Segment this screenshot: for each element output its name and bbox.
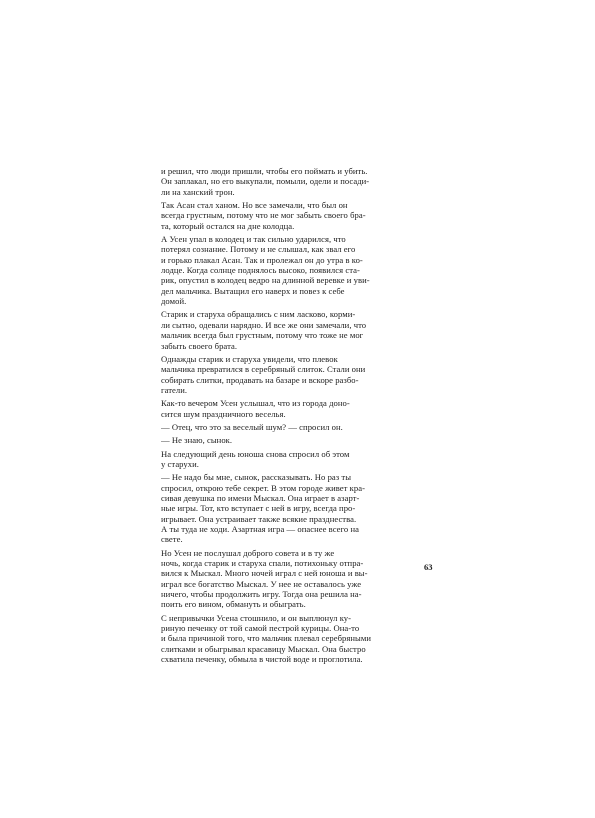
text-line: рик, опустил в колодец ведро на длинной веревке и уви- <box>161 275 370 286</box>
paragraph <box>161 309 434 350</box>
text-line: забыть своего брата. <box>161 340 238 351</box>
text-line: сивая девушка по имени Мыскал. Она играет в азарт- <box>161 492 360 503</box>
text-line: дел мальчика. Вытащил его наверх и повез к себе <box>161 285 345 296</box>
text-line: — Не надо бы мне, сынок, рассказывать. Но раз ты <box>161 472 352 483</box>
paragraph <box>161 472 434 544</box>
text-line: та, который остался на дне колодца. <box>161 220 295 231</box>
text-line: ли на ханский трон. <box>161 186 235 197</box>
text-line: вился к Мыскал. Много ночей играл с ней юноша и вы- <box>161 568 368 579</box>
text-line: мальчика превратился в серебряный слиток. Стали они <box>161 364 366 375</box>
body-text <box>161 166 434 667</box>
text-line: На следующий день юноша снова спросил об этом <box>161 448 350 459</box>
paragraph <box>161 613 434 665</box>
text-line: у старухи. <box>161 458 199 469</box>
text-line: Как-то вечером Усен услышал, что из города доно- <box>161 398 350 409</box>
paragraph <box>161 548 434 610</box>
text-line: ничего, чтобы продолжить игру. Тогда она решила на- <box>161 589 362 600</box>
paragraph <box>161 200 434 231</box>
text-line: свете. <box>161 534 183 545</box>
text-line: и решил, что люди пришли, чтобы его поймать и убить. <box>161 166 368 176</box>
paragraph <box>161 449 434 470</box>
paragraph <box>161 234 434 306</box>
text-line: риную печенку от той самой пестрой курицы. Она-то <box>161 623 360 634</box>
text-line: А ты туда не ходи. Азартная игра — опаснее всего на <box>161 524 359 534</box>
text-line: ные игры. Тот, кто вступает с ней в игру, всегда про- <box>161 503 356 514</box>
text-line: — Отец, что это за веселый шум? — спросил он. <box>161 421 343 432</box>
text-line: поить его вином, обмануть и обыграть. <box>161 599 306 610</box>
text-line: Так Асан стал ханом. Но все замечали, что был он <box>161 200 348 211</box>
text-line: и горько плакал Асан. Так и пролежал он до утра в ко- <box>161 254 363 265</box>
paragraph <box>161 398 434 419</box>
text-line: всегда грустным, потому что не мог забыть своего бра- <box>161 210 366 221</box>
page-number: 63 <box>424 562 433 572</box>
text-line: А Усен упал в колодец и так сильно ударился, что <box>161 234 346 245</box>
text-line: игрывает. Она устраивает также всякие празднества. <box>161 513 357 524</box>
text-line: Он заплакал, но его выкупали, помыли, одели и посади- <box>161 176 370 187</box>
text-line: собирать слитки, продавать на базаре и вскоре разбо- <box>161 374 359 385</box>
text-line: ночь, когда старик и старуха спали, потихоньку отпра- <box>161 558 364 569</box>
paragraph <box>161 354 434 395</box>
paragraph <box>161 435 434 445</box>
text-line: мальчик всегда был грустным, потому что тоже не мог <box>161 330 364 341</box>
text-line: играл все богатство Мыскал. У нее не оставалось уже <box>161 578 362 589</box>
text-line: сится шум праздничного веселья. <box>161 408 286 419</box>
text-line: — Не знаю, сынок. <box>161 435 233 446</box>
text-line: слитками и обыгрывал красавицу Мыскал. Она быстро <box>161 643 366 654</box>
text-line: гатели. <box>161 384 188 395</box>
text-line: Старик и старуха обращались с ним ласково, корми- <box>161 309 356 320</box>
text-line: ли сытно, одевали нарядно. И все же они замечали, что <box>161 319 367 330</box>
text-line: потерял сознание. Потому и не слышал, как звал его <box>161 244 356 255</box>
text-line: Но Усен не послушал доброго совета и в ту же <box>161 547 335 558</box>
text-line: схватила печенку, обмыла в чистой воде и проглотила. <box>161 654 363 665</box>
paragraph <box>161 422 434 432</box>
paragraph <box>161 166 434 197</box>
text-line: домой. <box>161 296 187 307</box>
text-line: лодце. Когда солнце поднялось высоко, появился ста- <box>161 265 360 276</box>
text-line: спросил, открою тебе секрет. В этом городе живет кра- <box>161 482 365 493</box>
text-line: Однажды старик и старуха увидели, что плевок <box>161 353 338 364</box>
text-line: С непривычки Усена стошнило, и он выплюнул ку- <box>161 612 352 623</box>
text-line: и была причиной того, что мальчик плевал серебряными <box>161 633 371 644</box>
